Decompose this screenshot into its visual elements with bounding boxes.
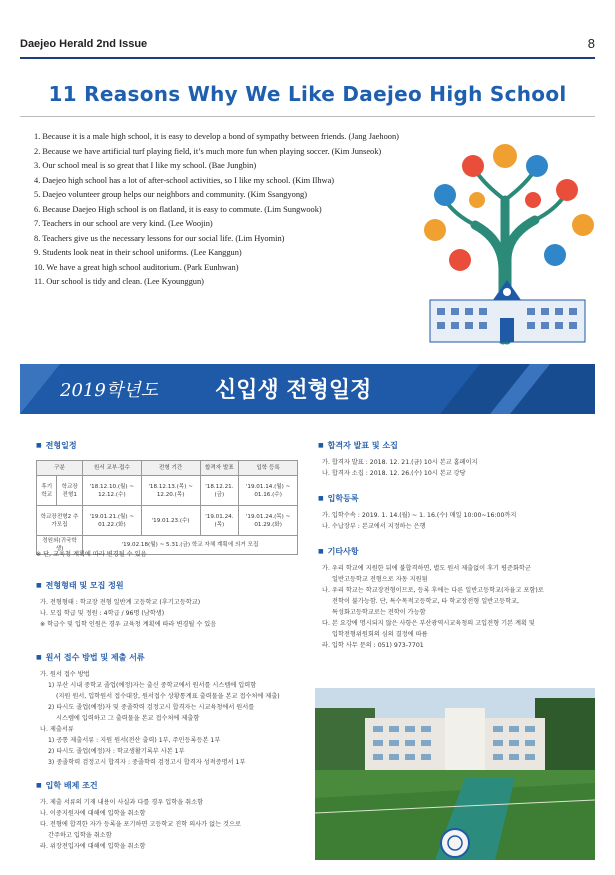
table-header: 입학 등록 — [239, 461, 298, 476]
reason-item: 3. Our school meal is so great that I like my school. (Bae Jungbin) — [34, 161, 257, 170]
announce-line: 가. 합격자 발표 : 2018. 12. 21.(금) 10시 본교 홈페이지 — [322, 459, 478, 466]
table-cell: '19.01.14.(월) ~ 01.16.(수) — [239, 476, 298, 506]
reason-item: 5. Daejeo volunteer group helps our neighbors and community. (Kim Ssangyong) — [34, 190, 307, 199]
table-row — [37, 506, 298, 536]
headline-rule — [20, 116, 595, 117]
reason-item: 11. Our school is tidy and clean. (Lee Kyounggun) — [34, 277, 204, 286]
other-line: 가. 우리 학교에 지원한 뒤에 불합격하면, 별도 원서 제출없이 후기 평준화학군 — [322, 565, 531, 572]
announce-line: 나. 합격자 소집 : 2018. 12. 26.(수) 10시 본교 강당 — [322, 470, 466, 477]
other-line: 라. 입학 사무 문의 : 051) 973-7701 — [322, 642, 424, 649]
docs-line: 1) 공통 제출서류 : 지원 원서(전산 출력) 1부, 주민등록등본 1부 — [48, 737, 221, 744]
exclusion-line: 간주하고 입학을 취소함 — [48, 832, 112, 839]
register-line: 나. 수납장부 : 본교에서 지정하는 은행 — [322, 523, 426, 530]
reason-item: 10. We have a great high school auditorium. (Park Eunhwan) — [34, 262, 239, 272]
table-cell: '18.12.13.(목) ~ 12.20.(목) — [141, 476, 200, 506]
table-header: 구분 — [37, 461, 83, 476]
school-tree-illustration — [415, 140, 600, 350]
table-cell: 후기 학교 — [37, 476, 57, 506]
quota-line: ※ 학급수 및 입학 인원은 경우 교육청 계획에 따라 변경될 수 있음 — [40, 621, 217, 628]
table-header: 원서 교부·접수 — [82, 461, 141, 476]
docs-line: (지원 원서, 입학원서 접수대장, 원서접수 상황통계표 출력물을 본교 접수처에 제출) — [56, 693, 280, 700]
table-header: 전형 기간 — [141, 461, 200, 476]
other-line: 다. 본 요강에 명시되지 않은 사항은 부산광역시교육청의 고입전형 기본 계획 및 — [322, 620, 535, 627]
reason-item: 1. Because it is a male high school, it is easy to develop a bond of sympathy between friends. (Jang Jaehoon) — [34, 132, 399, 141]
reasons-list — [34, 130, 434, 290]
reason-item: 7. Teachers in our school are very kind. (Lee Woojin) — [34, 219, 213, 228]
table-cell: '18.12.10.(월) ~ 12.12.(수) — [82, 476, 141, 506]
announce-heading: ■ 합격자 발표 및 소집 — [318, 440, 398, 451]
reason-item: 6. Because Daejeo High school is on flatland, it is easy to commute. (Lim Sungwook) — [34, 204, 322, 214]
exclusion-heading: ■ 입학 배제 조건 — [36, 780, 98, 791]
table-cell: 학교장 전형1 — [57, 476, 83, 506]
quota-line: 가. 전형형태 : 학교장 전형 일반계 고등학교 (후기고등학교) — [40, 599, 201, 606]
admission-banner — [20, 364, 595, 414]
docs-line: 1) 부산 시내 중학교 졸업(예정)자는 출신 중학교에서 원서를 시스템에 입력함 — [48, 682, 257, 689]
reason-item: 2. Because we have artificial turf playing field, it’s much more fun when playing soccer. (Kim Junseok) — [34, 146, 382, 156]
schedule-heading: ■ 전형일정 — [36, 440, 77, 451]
table-header-row — [37, 461, 298, 476]
docs-line: 2) 타시도 졸업(예정)자 및 중졸학력 검정고시 합격자는 시교육청에서 원서를 — [48, 704, 255, 711]
table-row — [37, 476, 298, 506]
table-cell: 정원외(귀국학생) — [37, 536, 83, 555]
docs-line: 가. 원서 접수 방법 — [40, 671, 90, 678]
publication-title: Daejeo Herald 2nd Issue — [20, 38, 148, 50]
exclusion-line: 나. 이중지원자에 대해에 입학을 취소함 — [40, 810, 146, 817]
register-heading: ■ 입학등록 — [318, 493, 359, 504]
exclusion-line: 다. 전형에 합격한 자가 등록을 포기하면 고등학교 진학 의사가 없는 것으로 — [40, 821, 241, 828]
reason-item: 9. Students look neat in their school uniforms. (Lee Kanggun) — [34, 248, 242, 257]
school-campus-photo — [315, 688, 595, 860]
table-cell: 학교장전형2 추가모집 — [37, 506, 83, 536]
quota-line: 나. 모집 학급 및 정원 : 4학급 / 96명 (남학생) — [40, 610, 165, 617]
table-cell: '19.01.23.(수) — [141, 506, 200, 536]
other-heading: ■ 기타사항 — [318, 546, 359, 557]
reason-item: 8. Teachers give us the necessary lessons for our social life. (Lim Hyomin) — [34, 233, 285, 243]
schedule-table — [36, 460, 298, 555]
article-headline: 11 Reasons Why We Like Daejeo High School — [48, 82, 567, 106]
page-header — [20, 38, 595, 56]
schedule-note: ※ 단, 교육청 계획에 따라 변경될 수 있음 — [36, 551, 147, 558]
header-rule — [20, 57, 595, 59]
banner-title: 신입생 전형일정 — [215, 378, 372, 403]
table-cell: '18.12.21.(금) — [200, 476, 239, 506]
register-line: 가. 입학수속 : 2019. 1. 14.(월) ~ 1. 16.(수) 매일 10:00~16:00까지 — [322, 512, 517, 519]
table-cell: '19.01.24.(목) ~ 01.29.(화) — [239, 506, 298, 536]
docs-line: 나. 제출서류 — [40, 726, 74, 733]
banner-year: 2019학년도 — [60, 380, 158, 401]
docs-heading: ■ 원서 접수 방법 및 제출 서류 — [36, 652, 145, 663]
docs-line: 2) 타시도 졸업(예정)자 : 학교생활기록부 사본 1부 — [48, 748, 185, 755]
other-line: 전학이 불가능함. 단, 특수목적고등학교, 타 학교장전형 일반고등학교, — [332, 598, 520, 605]
page-number: 8 — [587, 36, 595, 51]
other-line: 특성화고등학교로는 전학이 가능함 — [332, 609, 426, 616]
exclusion-line: 가. 제출 서류의 기재 내용이 사실과 다를 경우 입학을 취소함 — [40, 799, 204, 806]
other-line: 나. 우리 학교는 학교장전형이므로, 등록 후에는 다른 일반고등학교(자율고 포함)로 — [322, 587, 544, 594]
quota-heading: ■ 전형형태 및 모집 정원 — [36, 580, 124, 591]
table-cell: '19.01.21.(월) ~ 01.22.(화) — [82, 506, 141, 536]
table-cell: '19.01.24.(목) — [200, 506, 239, 536]
other-line: 입학전형위원회의 심의 결정에 따름 — [332, 631, 428, 638]
docs-line: 3) 중졸학력 검정고시 합격자 : 중졸학력 검정고시 합격자 성적증명서 1부 — [48, 759, 246, 766]
table-cell: '19.02.18(월) ~ 5.31.(금) 학교 자체 계획에 의거 모집 — [82, 536, 297, 555]
other-line: 일반고등학교 전형으로 자동 지원됨 — [332, 576, 428, 583]
exclusion-line: 라. 위장전입자에 대해에 입학을 취소함 — [40, 843, 146, 850]
docs-line: 시스템에 입력하고 그 출력물을 본교 접수처에 제출함 — [56, 715, 200, 722]
reason-item: 4. Daejeo high school has a lot of after-school activities, so I like my school. (Kim Ilhwa) — [34, 175, 335, 185]
table-header: 합격자 발표 — [200, 461, 239, 476]
